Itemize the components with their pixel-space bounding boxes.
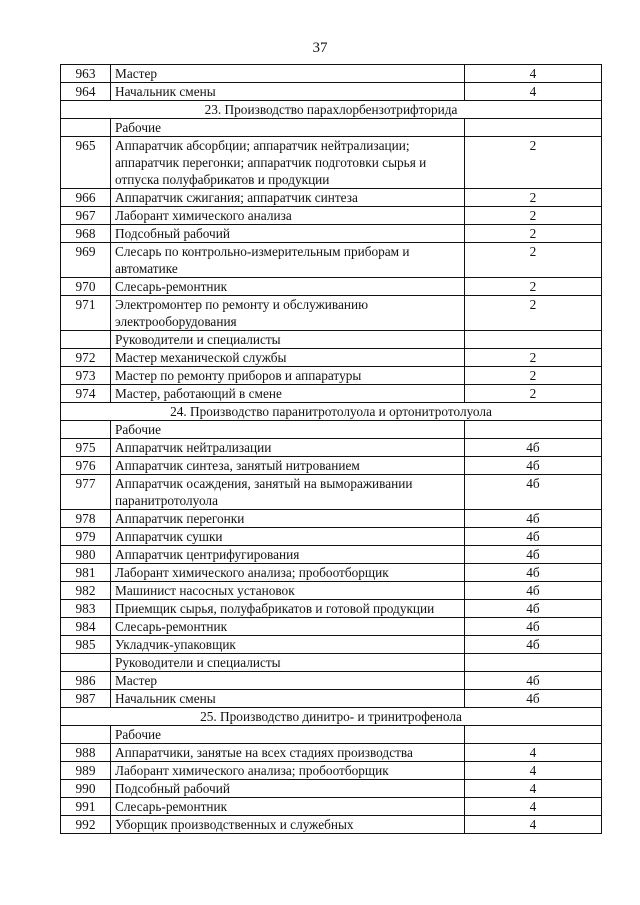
hazard-class: 4б [465, 510, 602, 528]
empty-cell [465, 726, 602, 744]
profession-name: Аппаратчик абсорбции; аппаратчик нейтрализации; аппаратчик перегонки; аппаратчик подготовки сырья и отпуска полуфабрикатов и продукции [111, 137, 465, 189]
profession-name: Начальник смены [111, 83, 465, 101]
profession-name: Слесарь-ремонтник [111, 798, 465, 816]
hazard-class: 2 [465, 243, 602, 278]
empty-cell [61, 654, 111, 672]
empty-cell [465, 119, 602, 137]
section-heading-row [61, 403, 602, 421]
row-number: 972 [61, 349, 111, 367]
profession-name: Аппаратчик перегонки [111, 510, 465, 528]
profession-name: Аппаратчик сушки [111, 528, 465, 546]
row-number: 979 [61, 528, 111, 546]
profession-name: Мастер, работающий в смене [111, 385, 465, 403]
row-number: 970 [61, 278, 111, 296]
table-row [61, 439, 602, 457]
hazard-class: 2 [465, 349, 602, 367]
profession-name: Мастер [111, 672, 465, 690]
hazard-class: 2 [465, 367, 602, 385]
row-number: 987 [61, 690, 111, 708]
table-row [61, 278, 602, 296]
profession-name: Аппаратчик нейтрализации [111, 439, 465, 457]
row-number: 963 [61, 65, 111, 83]
table-row [61, 225, 602, 243]
page-number: 37 [312, 40, 328, 56]
row-number: 977 [61, 475, 111, 510]
profession-name: Начальник смены [111, 690, 465, 708]
hazard-class: 2 [465, 385, 602, 403]
table-row [61, 475, 602, 510]
group-heading-row [61, 119, 602, 137]
empty-cell [465, 331, 602, 349]
row-number: 982 [61, 582, 111, 600]
section-heading-row [61, 708, 602, 726]
section-heading: 23. Производство парахлорбензотрифторида [61, 101, 602, 119]
row-number: 968 [61, 225, 111, 243]
hazard-class: 4 [465, 83, 602, 101]
hazard-class: 2 [465, 207, 602, 225]
row-number: 985 [61, 636, 111, 654]
hazard-class: 4б [465, 546, 602, 564]
hazard-class: 4б [465, 690, 602, 708]
hazard-class: 4б [465, 600, 602, 618]
table-row [61, 618, 602, 636]
table-row [61, 385, 602, 403]
profession-name: Машинист насосных установок [111, 582, 465, 600]
hazard-class: 4б [465, 439, 602, 457]
table-row [61, 582, 602, 600]
hazard-class: 4б [465, 564, 602, 582]
hazard-class: 4 [465, 65, 602, 83]
row-number: 980 [61, 546, 111, 564]
profession-name: Мастер механической службы [111, 349, 465, 367]
row-number: 988 [61, 744, 111, 762]
table-row [61, 243, 602, 278]
profession-name: Лаборант химического анализа [111, 207, 465, 225]
group-heading: Рабочие [111, 421, 465, 439]
table-row [61, 600, 602, 618]
group-heading: Рабочие [111, 119, 465, 137]
row-number: 983 [61, 600, 111, 618]
profession-name: Уборщик производственных и служебных [111, 816, 465, 834]
table-row [61, 762, 602, 780]
table-row [61, 816, 602, 834]
row-number: 978 [61, 510, 111, 528]
profession-table [60, 64, 602, 834]
section-heading: 24. Производство паранитротолуола и ортонитротолуола [61, 403, 602, 421]
table-row [61, 296, 602, 331]
empty-cell [61, 421, 111, 439]
table-row [61, 564, 602, 582]
profession-name: Подсобный рабочий [111, 225, 465, 243]
table-row [61, 83, 602, 101]
empty-cell [61, 119, 111, 137]
row-number: 965 [61, 137, 111, 189]
profession-name: Электромонтер по ремонту и обслуживанию электрооборудования [111, 296, 465, 331]
group-heading: Рабочие [111, 726, 465, 744]
hazard-class: 4б [465, 457, 602, 475]
hazard-class: 4 [465, 780, 602, 798]
row-number: 971 [61, 296, 111, 331]
table-row [61, 349, 602, 367]
profession-name: Аппаратчик сжигания; аппаратчик синтеза [111, 189, 465, 207]
profession-name: Аппаратчик осаждения, занятый на вымораживании паранитротолуола [111, 475, 465, 510]
table-row [61, 798, 602, 816]
section-heading: 25. Производство динитро- и тринитрофенола [61, 708, 602, 726]
group-heading-row [61, 654, 602, 672]
profession-name: Укладчик-упаковщик [111, 636, 465, 654]
hazard-class: 4б [465, 618, 602, 636]
table-row [61, 744, 602, 762]
table-row [61, 510, 602, 528]
profession-name: Слесарь по контрольно-измерительным приборам и автоматике [111, 243, 465, 278]
row-number: 964 [61, 83, 111, 101]
row-number: 986 [61, 672, 111, 690]
hazard-class: 4б [465, 528, 602, 546]
row-number: 981 [61, 564, 111, 582]
profession-name: Аппаратчики, занятые на всех стадиях производства [111, 744, 465, 762]
hazard-class: 2 [465, 296, 602, 331]
table-row [61, 65, 602, 83]
group-heading-row [61, 726, 602, 744]
row-number: 976 [61, 457, 111, 475]
profession-name: Аппаратчик синтеза, занятый нитрованием [111, 457, 465, 475]
profession-name: Аппаратчик центрифугирования [111, 546, 465, 564]
hazard-class: 2 [465, 225, 602, 243]
empty-cell [465, 421, 602, 439]
hazard-class: 4 [465, 816, 602, 834]
hazard-class: 2 [465, 189, 602, 207]
hazard-class: 4 [465, 762, 602, 780]
profession-name: Подсобный рабочий [111, 780, 465, 798]
row-number: 984 [61, 618, 111, 636]
table-row [61, 207, 602, 225]
table-body [61, 65, 602, 834]
table-row [61, 189, 602, 207]
row-number: 989 [61, 762, 111, 780]
hazard-class: 4 [465, 744, 602, 762]
table-row [61, 546, 602, 564]
row-number: 967 [61, 207, 111, 225]
row-number: 974 [61, 385, 111, 403]
row-number: 975 [61, 439, 111, 457]
profession-name: Мастер [111, 65, 465, 83]
profession-name: Мастер по ремонту приборов и аппаратуры [111, 367, 465, 385]
hazard-class: 4б [465, 475, 602, 510]
table-row [61, 780, 602, 798]
empty-cell [61, 331, 111, 349]
table-row [61, 690, 602, 708]
empty-cell [61, 726, 111, 744]
section-heading-row [61, 101, 602, 119]
row-number: 966 [61, 189, 111, 207]
hazard-class: 4б [465, 582, 602, 600]
table-row [61, 367, 602, 385]
row-number: 973 [61, 367, 111, 385]
profession-name: Слесарь-ремонтник [111, 278, 465, 296]
profession-name: Лаборант химического анализа; пробоотборщик [111, 564, 465, 582]
hazard-class: 4 [465, 798, 602, 816]
empty-cell [465, 654, 602, 672]
profession-name: Лаборант химического анализа; пробоотборщик [111, 762, 465, 780]
row-number: 991 [61, 798, 111, 816]
table-row [61, 672, 602, 690]
group-heading-row [61, 331, 602, 349]
table-row [61, 137, 602, 189]
profession-name: Слесарь-ремонтник [111, 618, 465, 636]
table-row [61, 457, 602, 475]
hazard-class: 2 [465, 137, 602, 189]
group-heading: Руководители и специалисты [111, 331, 465, 349]
row-number: 990 [61, 780, 111, 798]
profession-name: Приемщик сырья, полуфабрикатов и готовой продукции [111, 600, 465, 618]
row-number: 992 [61, 816, 111, 834]
row-number: 969 [61, 243, 111, 278]
table-row [61, 528, 602, 546]
hazard-class: 2 [465, 278, 602, 296]
group-heading-row [61, 421, 602, 439]
table-row [61, 636, 602, 654]
hazard-class: 4б [465, 672, 602, 690]
hazard-class: 4б [465, 636, 602, 654]
group-heading: Руководители и специалисты [111, 654, 465, 672]
